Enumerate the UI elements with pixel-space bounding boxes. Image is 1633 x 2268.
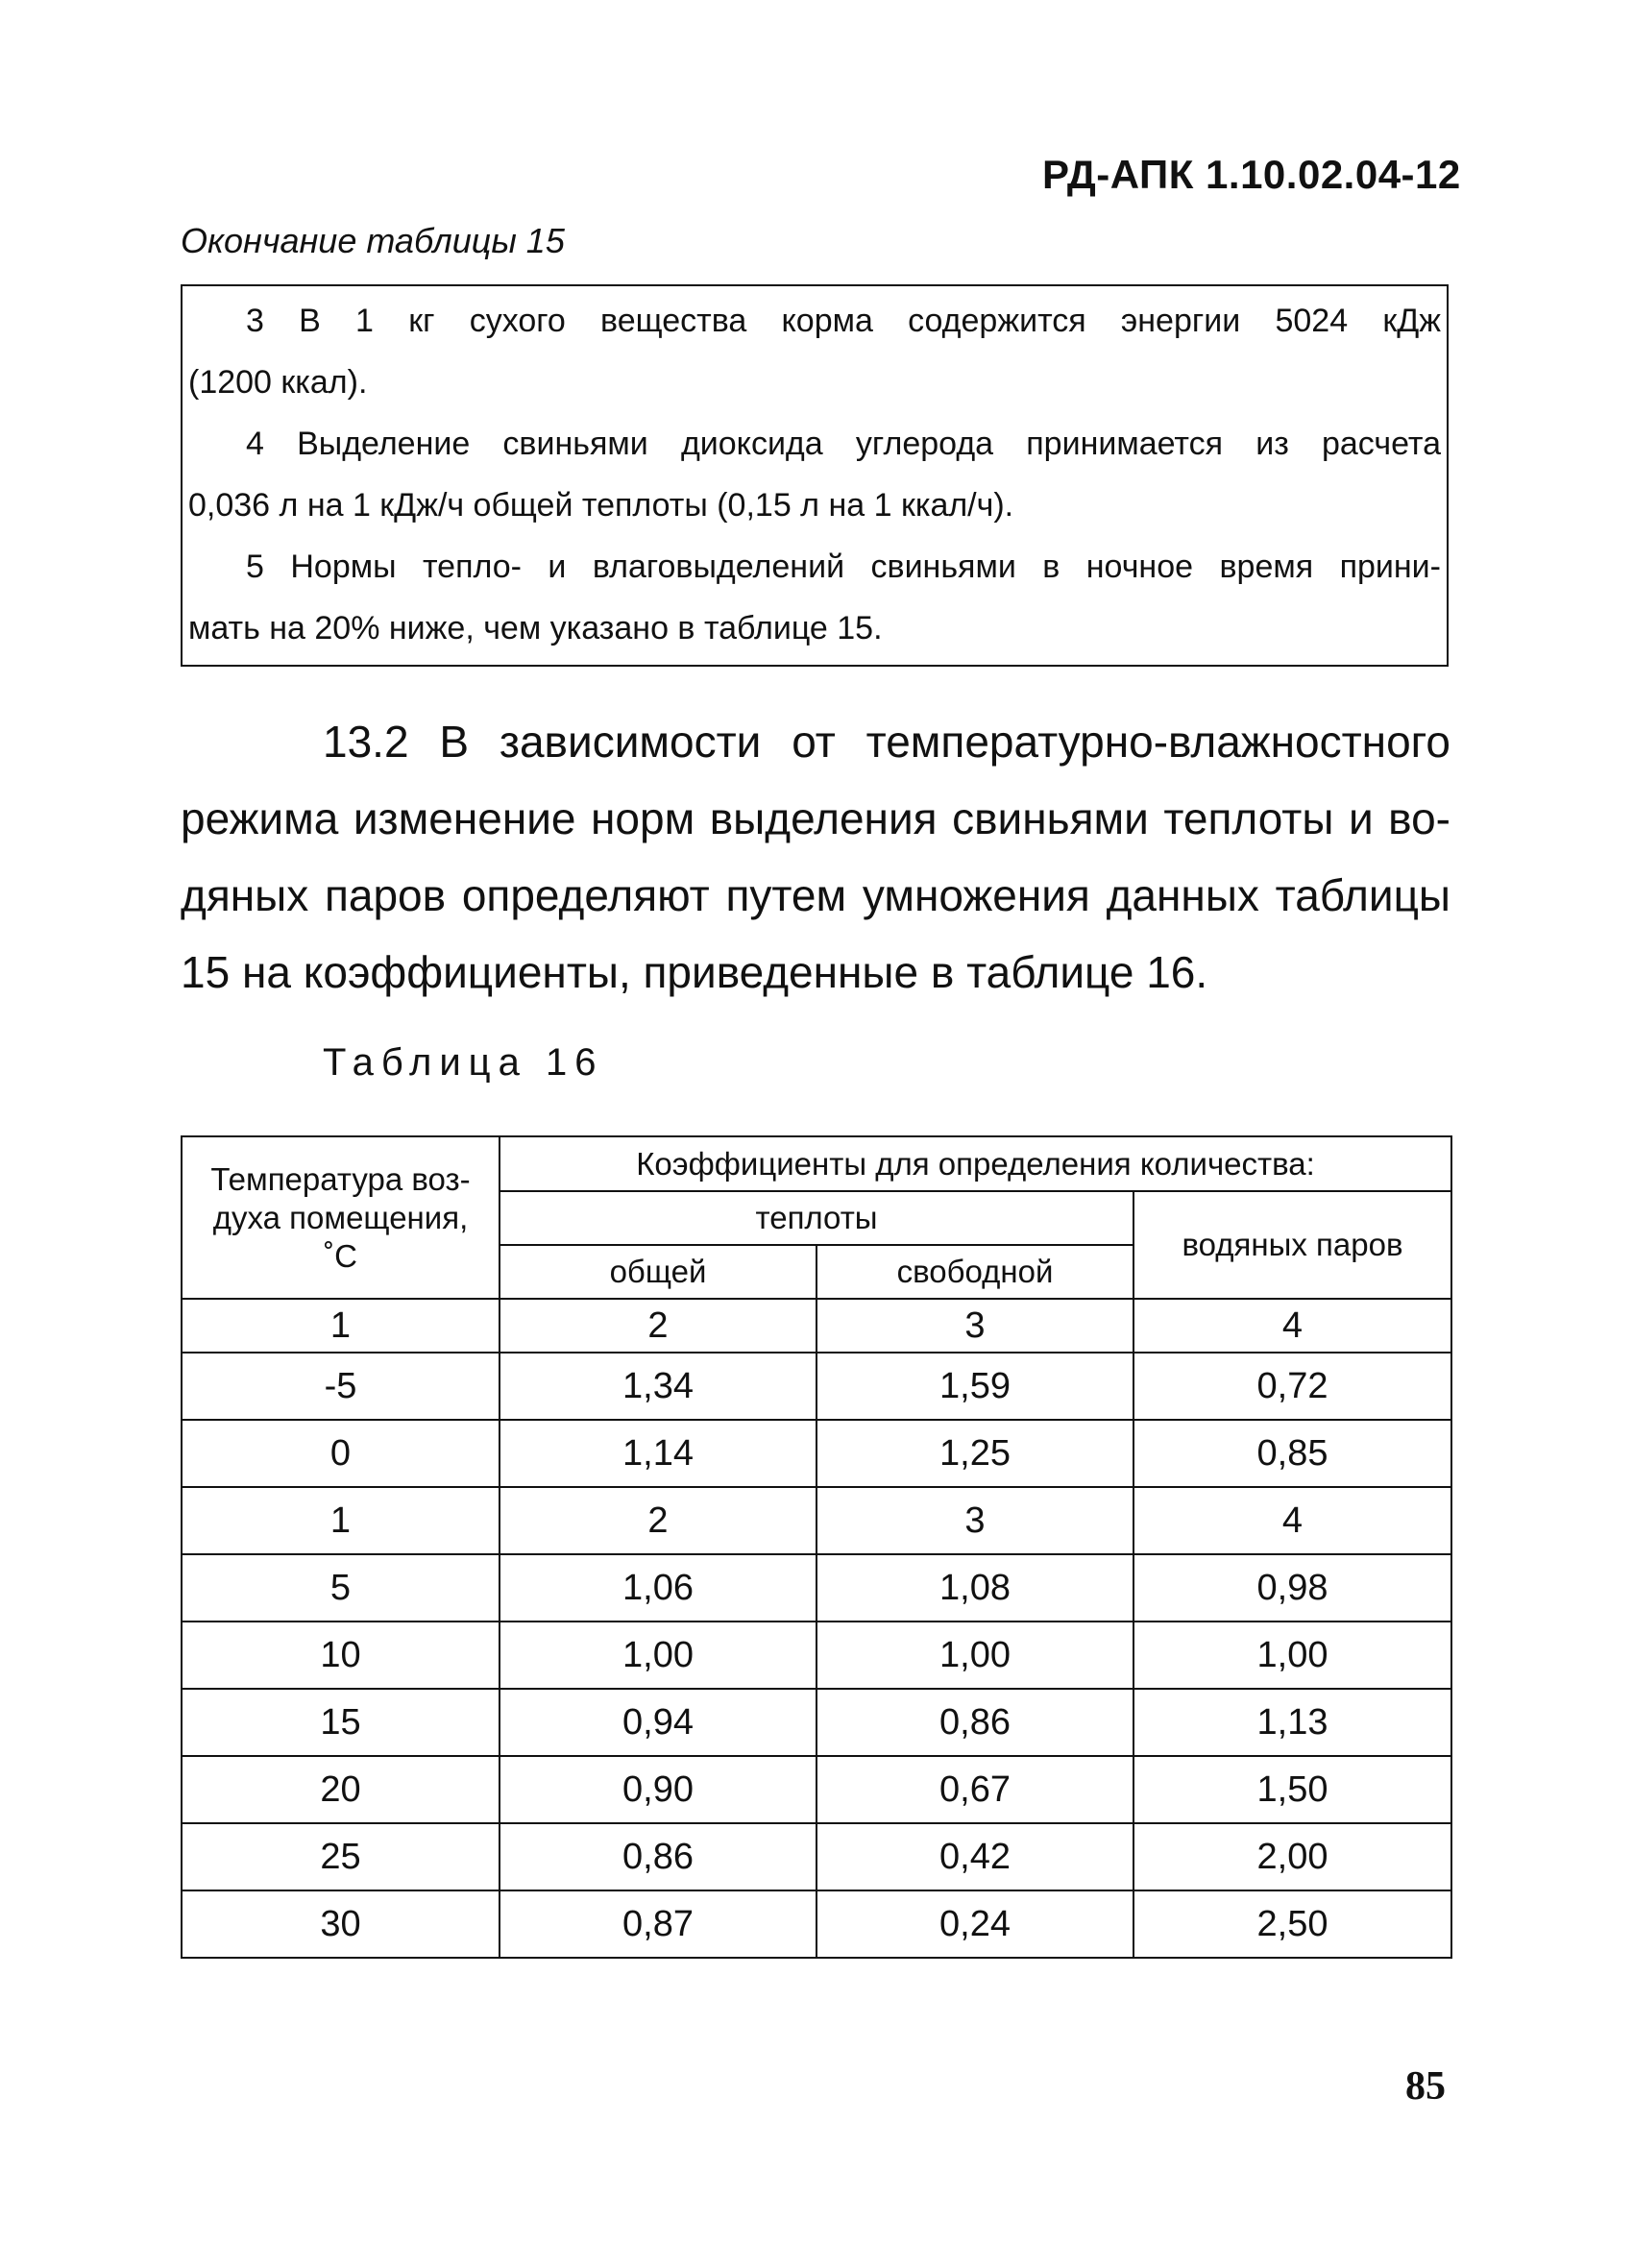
note-4-line-2: 0,036 л на 1 кДж/ч общей теплоты (0,15 л на 1 ккал/ч). — [188, 487, 1014, 524]
cell-water-vapor: 1,50 — [1133, 1756, 1451, 1823]
cell-total-heat: 1,06 — [500, 1554, 816, 1622]
cell-free-heat: 3 — [816, 1299, 1133, 1353]
paragraph-line-2: режима изменение норм выделения свиньями теплоты и во- — [181, 793, 1450, 843]
cell-water-vapor: 4 — [1133, 1299, 1451, 1353]
cell-free-heat: 1,08 — [816, 1554, 1133, 1622]
table-row — [182, 1487, 1451, 1554]
table-row — [182, 1890, 1451, 1958]
cell-water-vapor: 2,00 — [1133, 1823, 1451, 1890]
vapor-header: водяных паров — [1133, 1191, 1451, 1299]
table-row — [182, 1756, 1451, 1823]
coefficients-table — [181, 1135, 1452, 1959]
cell-free-heat: 1,00 — [816, 1622, 1133, 1689]
cell-free-heat: 0,86 — [816, 1689, 1133, 1756]
cell-temperature: -5 — [182, 1353, 500, 1420]
note-5-line-1: 5 Нормы тепло- и влаговыделений свиньями в ночное время прини- — [246, 549, 1441, 585]
table-15-notes — [181, 284, 1449, 667]
temperature-header-line-3: ˚С — [324, 1237, 357, 1274]
table-row — [182, 1299, 1451, 1353]
cell-free-heat: 1,25 — [816, 1420, 1133, 1487]
cell-total-heat: 0,94 — [500, 1689, 816, 1756]
table-row — [182, 1689, 1451, 1756]
table-16-title: Таблица 16 — [323, 1041, 604, 1084]
cell-free-heat: 0,42 — [816, 1823, 1133, 1890]
cell-water-vapor: 2,50 — [1133, 1890, 1451, 1958]
note-3-line-1: 3 В 1 кг сухого вещества корма содержится энергии 5024 кДж — [246, 303, 1441, 339]
temperature-header-line-1: Температура воз- — [210, 1160, 471, 1197]
table-row — [182, 1420, 1451, 1487]
cell-water-vapor: 0,85 — [1133, 1420, 1451, 1487]
cell-temperature: 10 — [182, 1622, 500, 1689]
table-row — [182, 1823, 1451, 1890]
coefficients-header: Коэффициенты для определения количества: — [500, 1136, 1451, 1191]
paragraph-line-4: 15 на коэффициенты, приведенные в таблице 16. — [181, 947, 1208, 997]
cell-water-vapor: 1,13 — [1133, 1689, 1451, 1756]
heat-header: теплоты — [500, 1191, 1133, 1245]
page-number: 85 — [1405, 2064, 1446, 2109]
cell-temperature: 25 — [182, 1823, 500, 1890]
note-4-line-1: 4 Выделение свиньями диоксида углерода принимается из расчета — [246, 426, 1441, 462]
cell-total-heat: 1,34 — [500, 1353, 816, 1420]
table-row — [182, 1554, 1451, 1622]
cell-total-heat: 1,00 — [500, 1622, 816, 1689]
cell-total-heat: 0,90 — [500, 1756, 816, 1823]
cell-water-vapor: 4 — [1133, 1487, 1451, 1554]
cell-temperature: 0 — [182, 1420, 500, 1487]
cell-total-heat: 2 — [500, 1487, 816, 1554]
continuation-caption: Окончание таблицы 15 — [181, 221, 565, 260]
cell-free-heat: 0,24 — [816, 1890, 1133, 1958]
cell-total-heat: 1,14 — [500, 1420, 816, 1487]
cell-water-vapor: 1,00 — [1133, 1622, 1451, 1689]
temperature-header — [182, 1136, 500, 1299]
total-heat-header: общей — [500, 1245, 816, 1299]
note-3-line-2: (1200 ккал). — [188, 364, 368, 401]
table-row — [182, 1353, 1451, 1420]
cell-free-heat: 3 — [816, 1487, 1133, 1554]
cell-total-heat: 2 — [500, 1299, 816, 1353]
table-row — [182, 1622, 1451, 1689]
cell-temperature: 1 — [182, 1487, 500, 1554]
cell-temperature: 20 — [182, 1756, 500, 1823]
cell-temperature: 30 — [182, 1890, 500, 1958]
cell-water-vapor: 0,98 — [1133, 1554, 1451, 1622]
note-5-line-2: мать на 20% ниже, чем указано в таблице 15. — [188, 610, 883, 646]
document-code: РД-АПК 1.10.02.04-12 — [1042, 152, 1461, 197]
temperature-header-line-2: духа помещения, — [212, 1199, 469, 1235]
cell-temperature: 5 — [182, 1554, 500, 1622]
header-row-1 — [182, 1136, 1451, 1191]
cell-temperature: 15 — [182, 1689, 500, 1756]
paragraph-line-1: 13.2 В зависимости от температурно-влажностного — [323, 717, 1450, 767]
free-heat-header: свободной — [816, 1245, 1133, 1299]
cell-total-heat: 0,86 — [500, 1823, 816, 1890]
cell-free-heat: 0,67 — [816, 1756, 1133, 1823]
cell-total-heat: 0,87 — [500, 1890, 816, 1958]
paragraph-line-3: дяных паров определяют путем умножения данных таблицы — [181, 870, 1450, 920]
cell-temperature: 1 — [182, 1299, 500, 1353]
cell-water-vapor: 0,72 — [1133, 1353, 1451, 1420]
cell-free-heat: 1,59 — [816, 1353, 1133, 1420]
